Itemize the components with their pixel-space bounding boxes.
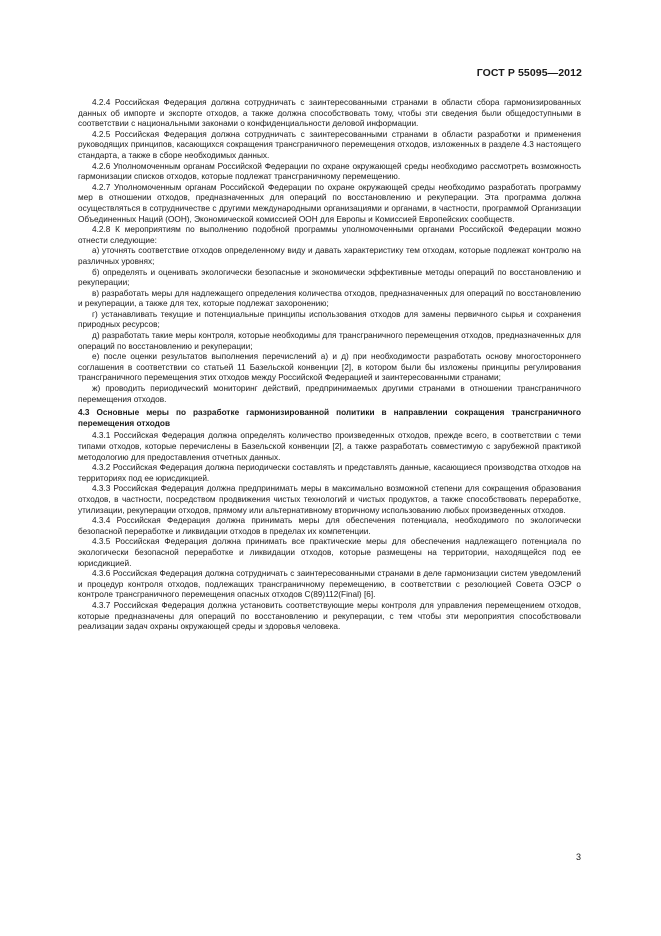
list-item-a: а) уточнять соответствие отходов определенному виду и давать характеристику тем отходам, которые подлежат контролю на различных уровнях; <box>78 246 581 266</box>
document-code-header: ГОСТ Р 55095—2012 <box>476 67 582 79</box>
paragraph-4-3-6: 4.3.6 Российская Федерация должна сотрудничать с заинтересованными странами в деле гармонизации систем уведомлений и процедур контроля отходов, подлежащих трансграничному перемещению, в соответствии с резолюцией Совета ОЭСР о контроле трансграничного перемещения опасных отходов С(89)112(Final) [6]. <box>78 569 581 600</box>
page-number: 3 <box>575 852 581 862</box>
list-item-g: г) устанавливать текущие и потенциальные принципы использования отходов для замены первичного сырья и сохранения природных ресурсов; <box>78 309 581 330</box>
list-item-e: е) после оценки результатов выполнения перечислений а) и д) при необходимости разработать основу многостороннего соглашения в соответствии со статьей 11 Базельской конвенции [2], в котором были бы изложены принципы регулирования трансграничного перемещения этих отходов между Российской Федерацией и заинтересованными странами; <box>78 352 581 383</box>
list-item-d: д) разработать такие меры контроля, которые необходимы для трансграничного перемещения отходов, предназначенных для операций по восстановлению и рекуперации; <box>78 331 581 351</box>
list-item-zh: ж) проводить периодический мониторинг действий, предпринимаемых другими странами в отношении трансграничного перемещения отходов. <box>78 384 581 404</box>
paragraph-4-3-4: 4.3.4 Российская Федерация должна принимать меры для обеспечения потенциала, необходимого по экологически безопасной переработке и ликвидации отходов в пределах их компетенции. <box>78 516 581 536</box>
document-body <box>78 98 581 633</box>
paragraph-4-2-7: 4.2.7 Уполномоченным органам Российской Федерации по охране окружающей среды необходимо разработать программу мер в отношении отходов, предназначенных для операций по восстановлению и рекуперации. Эта программа должна осуществляться в сотрудничестве с другими международными организациями и органами, в частности, программой Организации Объединенных Наций (ООН), Экономической комиссией ООН для Европы и Комиссией Европейских сообществ. <box>78 182 581 224</box>
paragraph-4-2-6: 4.2.6 Уполномоченным органам Российской Федерации по охране окружающей среды необходимо рассмотреть возможность гармонизации списков отходов, которые подлежат трансграничному перемещению. <box>78 161 581 182</box>
paragraph-4-3-5: 4.3.5 Российская Федерация должна принимать все практические меры для обеспечения надлежащего потенциала по экологически безопасной переработке и ликвидации отходов, которые размещены на территории, находящейся под ее юрисдикцией. <box>78 537 581 568</box>
paragraph-4-2-5: 4.2.5 Российская Федерация должна сотрудничать с заинтересованными странами в области разработки и применения руководящих принципов, касающихся сокращения трансграничного перемещения отходов, изложенных в разделе 4.3 настоящего стандарта, а также в сборе необходимых данных. <box>78 129 581 160</box>
paragraph-4-3-3: 4.3.3 Российская Федерация должна предпринимать меры в максимально возможной степени для сокращения образования отходов, в частности, посредством продвижения чистых технологий и чистых продуктов, а также способствовать переработке, утилизации, рекуперации отходов, прямому или альтернативному вторичному использованию любых произведенных отходов. <box>78 484 581 515</box>
list-item-v: в) разработать меры для надлежащего определения количества отходов, предназначенных для операций по восстановлению и рекуперации, а также для тех, которые подлежат захоронению; <box>78 288 581 309</box>
section-heading-4-3: 4.3 Основные меры по разработке гармонизированной политики в направлении сокращения трансграничного перемещения отходов <box>78 408 581 428</box>
paragraph-4-2-4: 4.2.4 Российская Федерация должна сотрудничать с заинтересованными странами в области сбора гармонизированных данных об импорте и экспорте отходов, а также должна способствовать тому, чтобы эти сведения были общедоступными в соответствии с национальными законами о конфиденциальности деловой информации. <box>78 98 581 129</box>
paragraph-4-2-8: 4.2.8 К мероприятиям по выполнению подобной программы уполномоченными органами Российской Федерации можно отнести следующие: <box>78 225 581 245</box>
paragraph-4-3-1: 4.3.1 Российская Федерация должна определять количество произведенных отходов, прежде всего, в соответствии с теми типами отходов, которые перечислены в Базельской конвенции [2], а также разработать совместимую с зарубежной практикой методологию для предоставления отчетных данных. <box>78 431 581 462</box>
list-item-b: б) определять и оценивать экологически безопасные и экономически эффективные методы операций по восстановлению и рекуперации; <box>78 267 581 288</box>
paragraph-4-3-7: 4.3.7 Российская Федерация должна установить соответствующие меры контроля для управления перемещением отходов, которые предназначены для операций по восстановлению и рекуперации, с тем чтобы эти мероприятия способствовали реализации задач охраны окружающей среды и здоровья человека. <box>78 600 581 632</box>
paragraph-4-3-2: 4.3.2 Российская Федерация должна периодически составлять и представлять данные, касающиеся производства отходов на территориях под ее юрисдикцией. <box>78 463 581 483</box>
